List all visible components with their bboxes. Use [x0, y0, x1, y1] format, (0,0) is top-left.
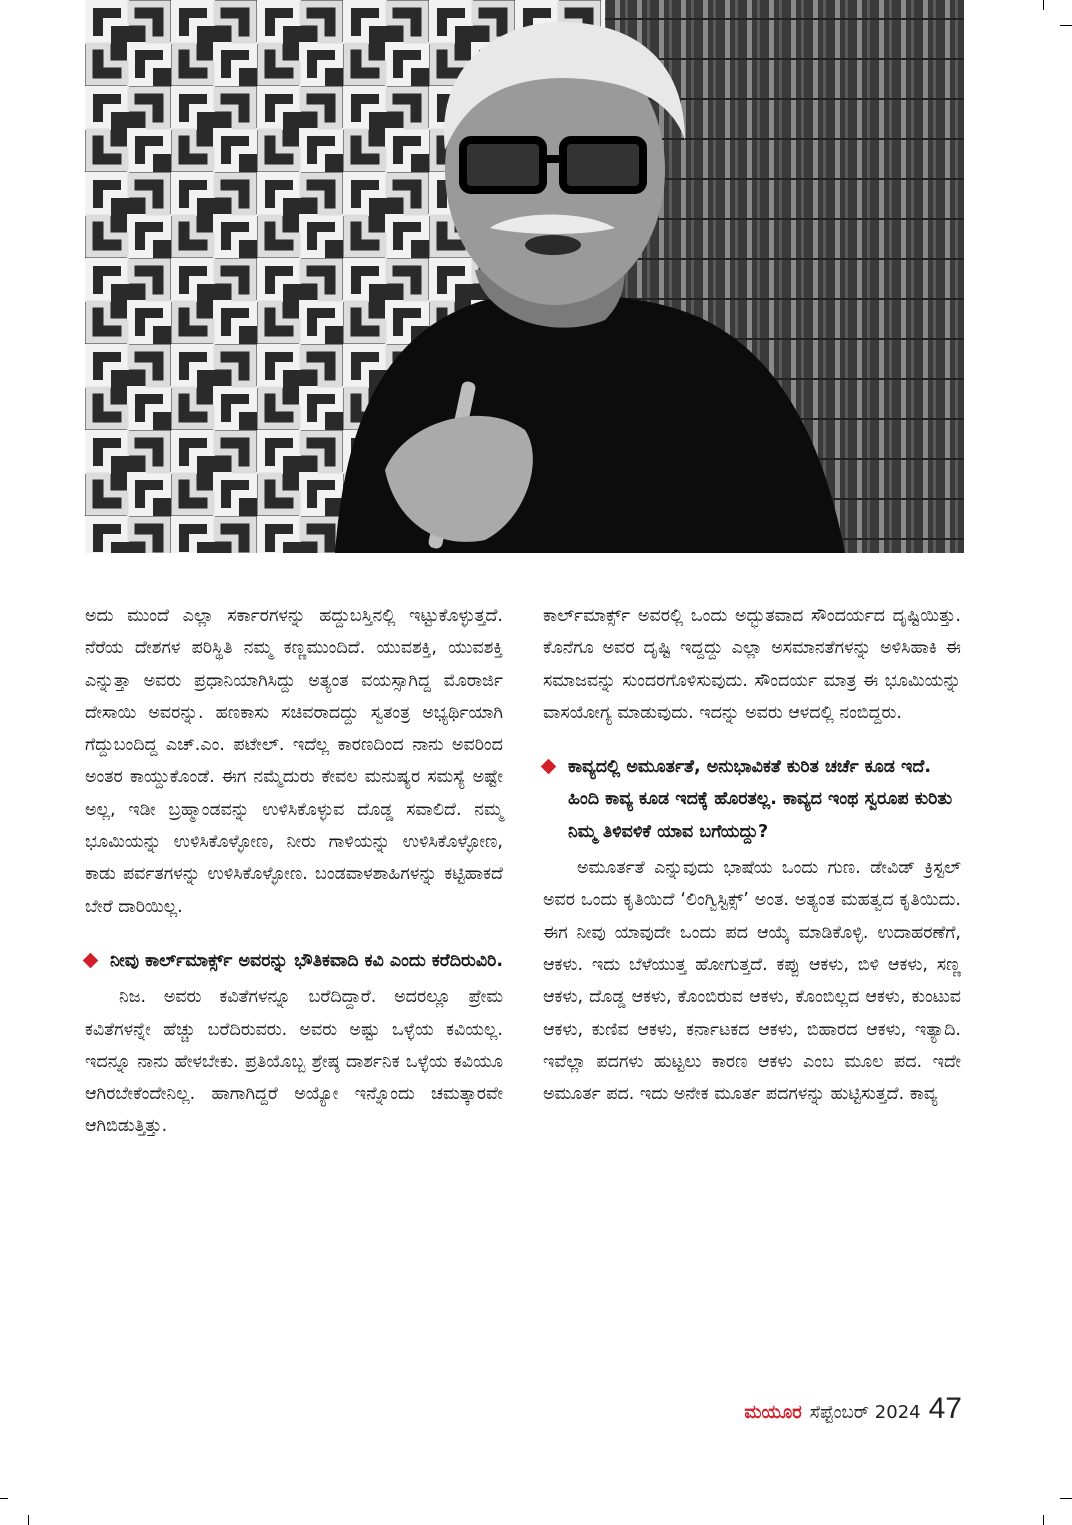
crop-mark	[1060, 1498, 1072, 1499]
issue-date: ಸೆಪ್ಟೆಂಬರ್ 2024	[809, 1402, 921, 1423]
article-paragraph: ನಿಜ. ಅವರು ಕವಿತೆಗಳನ್ನೂ ಬರೆದಿದ್ದಾರೆ. ಅದರಲ್ಲೂ ಪ್ರೇಮ ಕವಿತೆಗಳನ್ನೇ ಹೆಚ್ಚು ಬರೆದಿರುವರು. ಅವರು ಅಷ್ಟು ಒಳ್ಳೆಯ ಕವಿಯಲ್ಲ. ಇದನ್ನೂ ನಾನು ಹೇಳಬೇಕು. ಪ್ರತಿಯೊಬ್ಬ ಶ್ರೇಷ್ಠ ದಾರ್ಶನಿಕ ಒಳ್ಳೆಯ ಕವಿಯೂ ಆಗಿರಬೇಕೆಂದೇನಿಲ್ಲ. ಹಾಗಾಗಿದ್ದರೆ ಅಯ್ಯೋ ಇನ್ನೊಂದು ಚಮತ್ಕಾರವೇ ಆಗಿಬಿಡುತ್ತಿತ್ತು.	[85, 987, 503, 1137]
article-paragraph: ಕಾರ್ಲ್‌ಮಾರ್ಕ್ಸ್ ಅವರಲ್ಲಿ ಒಂದು ಅದ್ಭುತವಾದ ಸೌಂದರ್ಯದ ದೃಷ್ಟಿಯಿತ್ತು. ಕೊನೆಗೂ ಅವರ ದೃಷ್ಟಿ ಇದ್ದದ್ದು ಎಲ್ಲಾ ಅಸಮಾನತೆಗಳನ್ನು ಅಳಿಸಿಹಾಕಿ ಈ ಸಮಾಜವನ್ನು ಸುಂದರಗೊಳಿಸುವುದು. ಸೌಂದರ್ಯ ಮಾತ್ರ ಈ ಭೂಮಿಯನ್ನು ವಾಸಯೋಗ್ಯ ಮಾಡುವುದು. ಇದನ್ನು ಅವರು ಆಳದಲ್ಲಿ ನಂಬಿದ್ದರು.	[543, 606, 961, 723]
page-footer	[744, 1392, 962, 1426]
diamond-bullet-icon	[83, 953, 99, 969]
interview-question	[543, 751, 961, 848]
article-paragraph: ಅದು ಮುಂದೆ ಎಲ್ಲಾ ಸರ್ಕಾರಗಳನ್ನು ಹದ್ದುಬಸ್ತಿನಲ್ಲಿ ಇಟ್ಟುಕೊಳ್ಳುತ್ತದೆ. ನೆರೆಯ ದೇಶಗಳ ಪರಿಸ್ಥಿತಿ ನಮ್ಮ ಕಣ್ಣಮುಂದಿದೆ. ಯುವಶಕ್ತಿ, ಯುವಶಕ್ತಿ ಎನ್ನುತ್ತಾ ಅವರು ಪ್ರಧಾನಿಯಾಗಿಸಿದ್ದು ಅತ್ಯಂತ ವಯಸ್ಸಾಗಿದ್ದ ಮೊರಾರ್ಜಿ ದೇಸಾಯಿ ಅವರನ್ನು. ಹಣಕಾಸು ಸಚಿವರಾದದ್ದು ಸ್ವತಂತ್ರ ಅಭ್ಯರ್ಥಿಯಾಗಿ ಗೆದ್ದುಬಂದಿದ್ದ ಎಚ್.ಎಂ. ಪಟೇಲ್. ಇದೆಲ್ಲ ಕಾರಣದಿಂದ ನಾನು ಅವರಿಂದ ಅಂತರ ಕಾಯ್ದುಕೊಂಡೆ. ಈಗ ನಮ್ಮೆದುರು ಕೇವಲ ಮನುಷ್ಯರ ಸಮಸ್ಯೆ ಅಷ್ಟೇ ಅಲ್ಲ, ಇಡೀ ಬ್ರಹ್ಮಾಂಡವನ್ನು ಉಳಿಸಿಕೊಳ್ಳುವ ದೊಡ್ಡ ಸವಾಲಿದೆ. ನಮ್ಮ ಭೂಮಿಯನ್ನು ಉಳಿಸಿಕೊಳ್ಳೋಣ, ನೀರು ಗಾಳಿಯನ್ನು ಉಳಿಸಿಕೊಳ್ಳೋಣ, ಕಾಡು ಪರ್ವತಗಳನ್ನು ಉಳಿಸಿಕೊಳ್ಳೋಣ. ಬಂಡವಾಳಶಾಹಿಗಳನ್ನು ಕಟ್ಟಿಹಾಕದೆ ಬೇರೆ ದಾರಿಯಿಲ್ಲ.	[85, 606, 503, 917]
question-text: ಕಾವ್ಯದಲ್ಲಿ ಅಮೂರ್ತತೆ, ಅನುಭಾವಿಕತೆ ಕುರಿತ ಚರ್ಚೆ ಕೂಡ ಇದೆ. ಹಿಂದಿ ಕಾವ್ಯ ಕೂಡ ಇದಕ್ಕೆ ಹೊರತಲ್ಲ. ಕಾವ್ಯದ ಇಂಥ ಸ್ವರೂಪ ಕುರಿತು ನಿಮ್ಮ ತಿಳಿವಳಿಕೆ ಯಾವ ಬಗೆಯದ್ದು?	[568, 757, 953, 842]
crop-mark	[1060, 25, 1072, 26]
right-column	[543, 600, 961, 1110]
question-text: ನೀವು ಕಾರ್ಲ್‌ಮಾರ್ಕ್ಸ್ ಅವರನ್ನು ಭೌತಿಕವಾದಿ ಕವಿ ಎಂದು ಕರೆದಿರುವಿರಿ.	[110, 950, 503, 971]
crop-mark	[1043, 1515, 1044, 1525]
page-number: 47	[928, 1392, 962, 1425]
portrait-photo	[85, 0, 964, 553]
article-paragraph: ಅಮೂರ್ತತೆ ಎನ್ನುವುದು ಭಾಷೆಯ ಒಂದು ಗುಣ. ಡೇವಿಡ್ ಕ್ರಿಸ್ಟಲ್ ಅವರ ಒಂದು ಕೃತಿಯಿದೆ ‘ಲಿಂಗ್ವಿಸ್ಟಿಕ್ಸ್’ ಅಂತ. ಅತ್ಯಂತ ಮಹತ್ವದ ಕೃತಿಯಿದು. ಈಗ ನೀವು ಯಾವುದೇ ಒಂದು ಪದ ಆಯ್ಕೆ ಮಾಡಿಕೊಳ್ಳಿ. ಉದಾಹರಣೆಗೆ, ಆಕಳು. ಇದು ಬೆಳೆಯುತ್ತ ಹೋಗುತ್ತದೆ. ಕಪ್ಪು ಆಕಳು, ಬಿಳಿ ಆಕಳು, ಸಣ್ಣ ಆಕಳು, ದೊಡ್ಡ ಆಕಳು, ಕೊಂಬಿರುವ ಆಕಳು, ಕೊಂಬಿಲ್ಲದ ಆಕಳು, ಕುಂಟುವ ಆಕಳು, ಕುಣಿವ ಆಕಳು, ಕರ್ನಾಟಕದ ಆಕಳು, ಬಿಹಾರದ ಆಕಳು, ಇತ್ಯಾದಿ. ಇವೆಲ್ಲಾ ಪದಗಳು ಹುಟ್ಟಲು ಕಾರಣ ಆಕಳು ಎಂಬ ಮೂಲ ಪದ. ಇದೇ ಅಮೂರ್ತ ಪದ. ಇದು ಅನೇಕ ಮೂರ್ತ ಪದಗಳನ್ನು ಹುಟ್ಟಿಸುತ್ತದೆ. ಕಾವ್ಯ	[543, 858, 961, 1105]
crop-mark	[28, 1515, 29, 1525]
crop-mark	[0, 1498, 8, 1499]
interview-question	[85, 945, 503, 977]
crop-mark	[1043, 0, 1044, 10]
left-column	[85, 600, 503, 1143]
magazine-brand: ಮಯೂರ	[744, 1402, 802, 1423]
diamond-bullet-icon	[541, 759, 557, 775]
